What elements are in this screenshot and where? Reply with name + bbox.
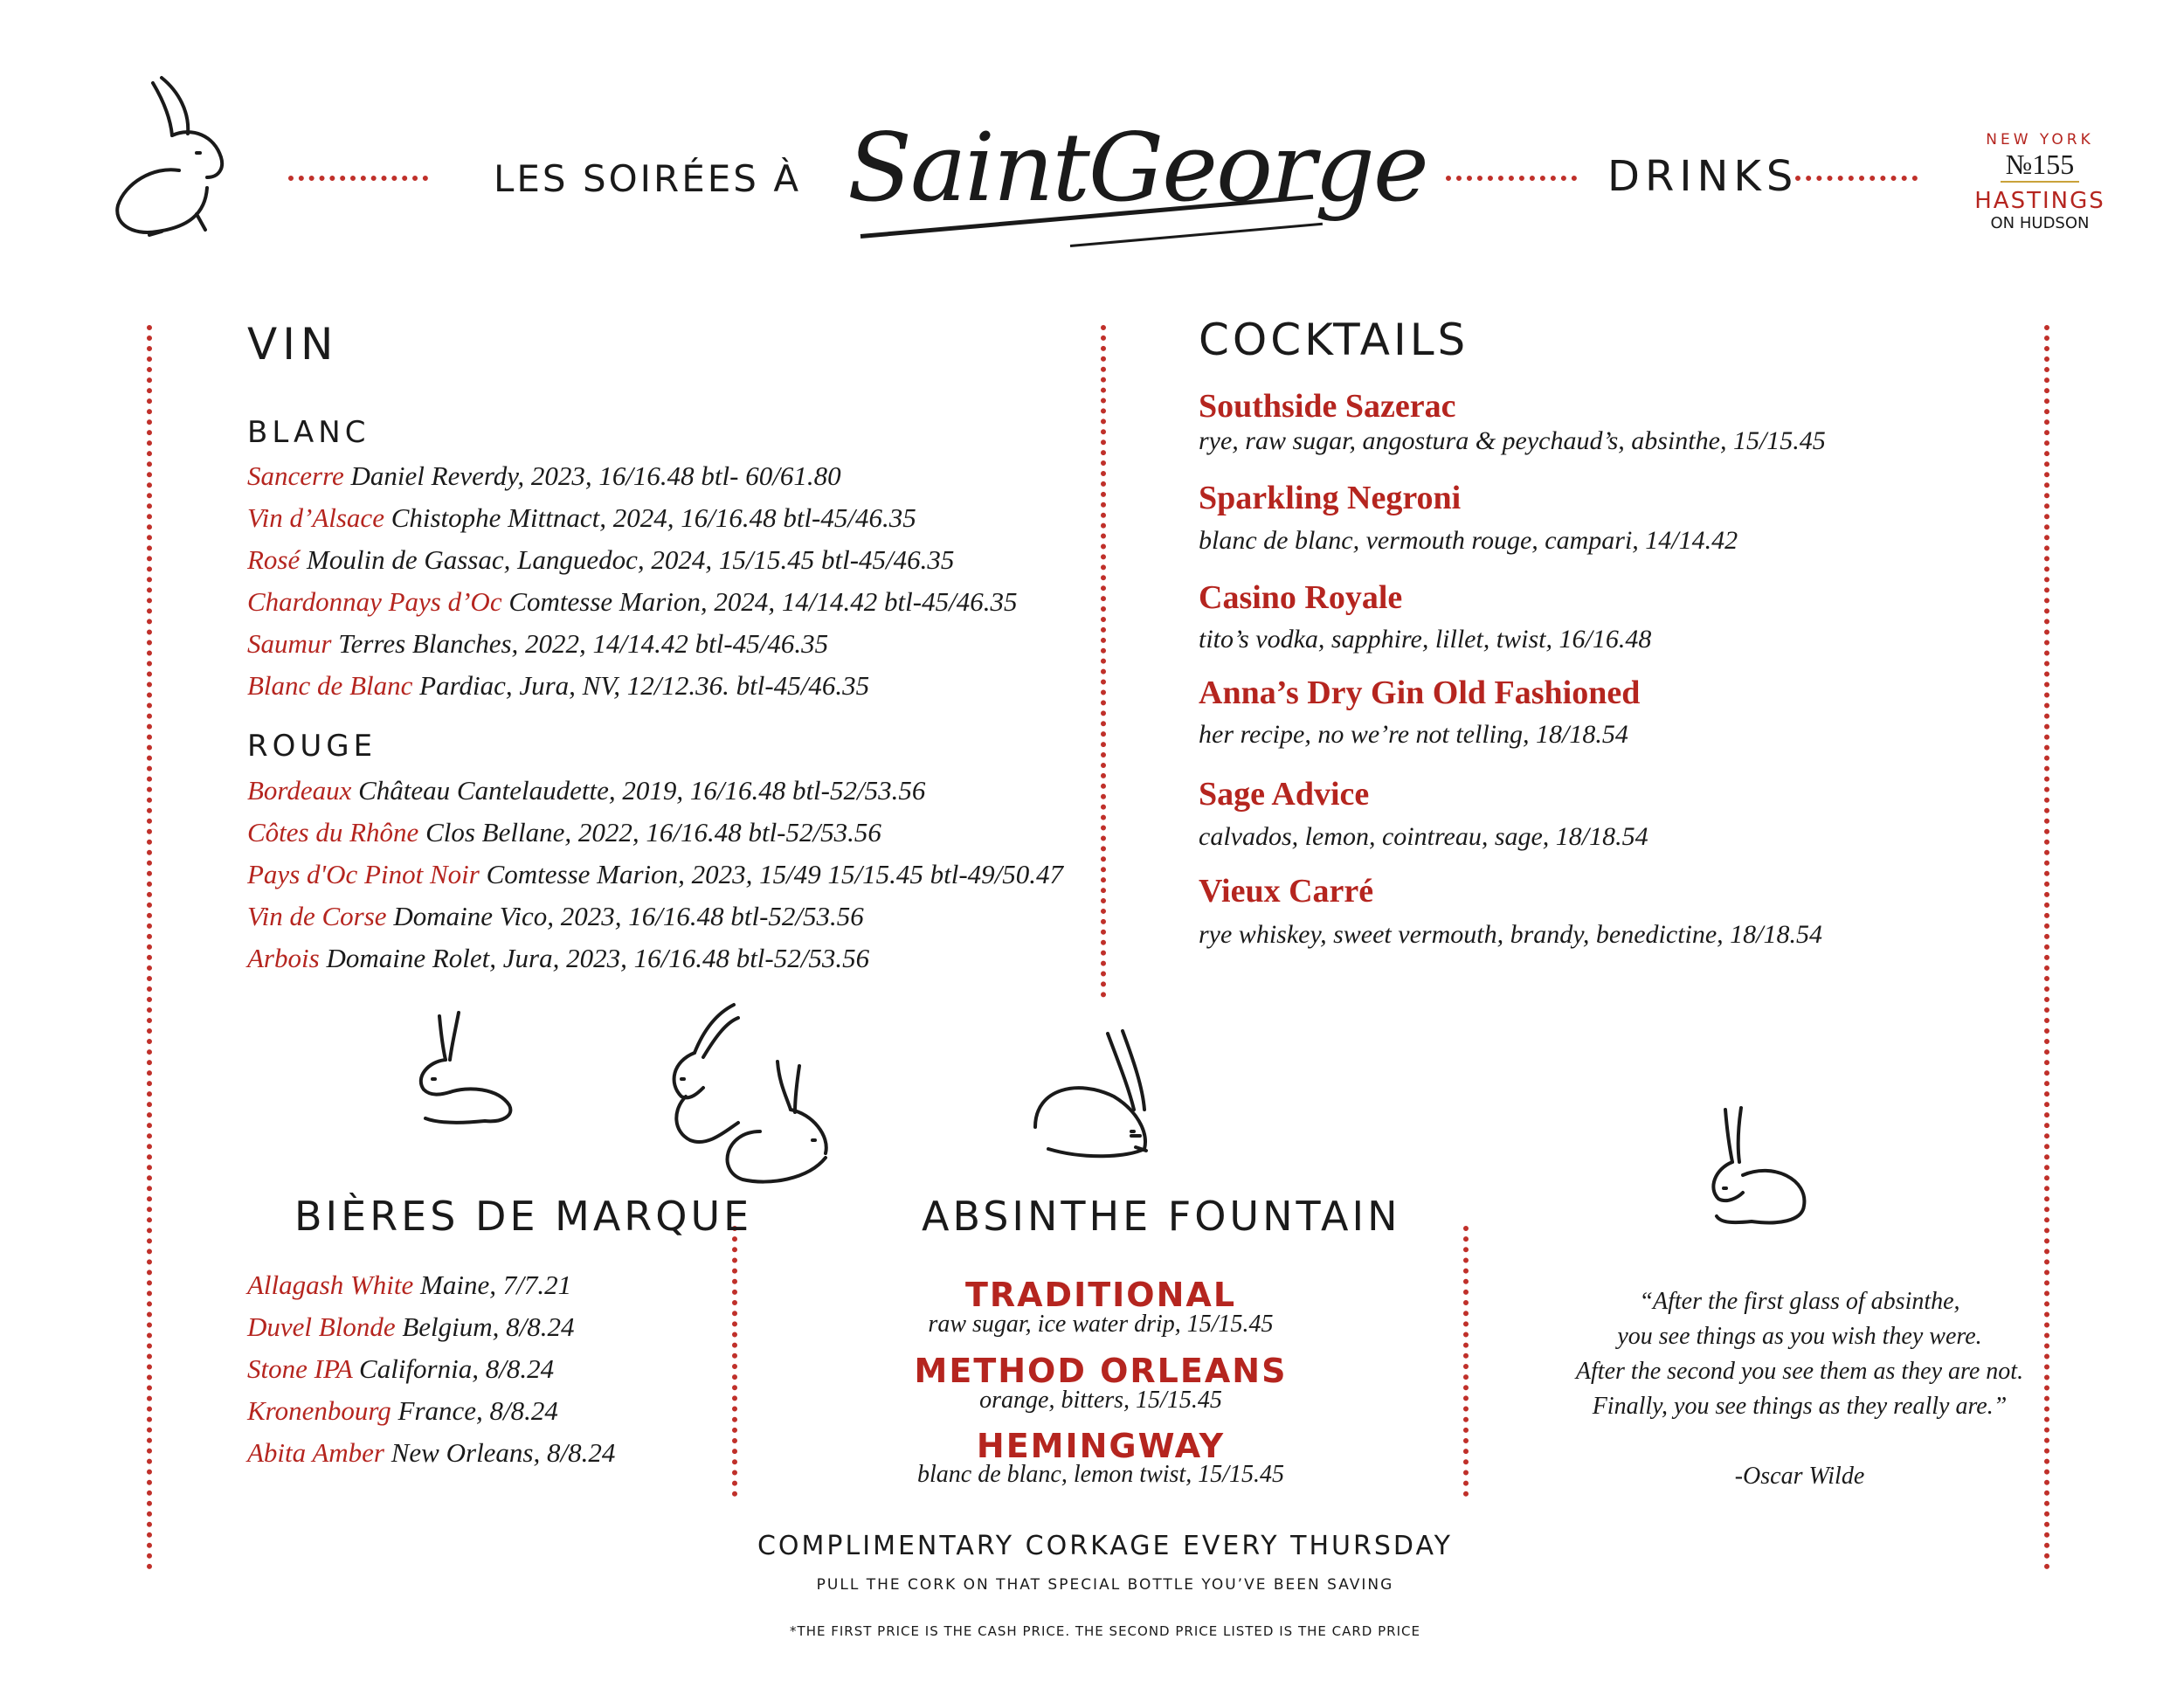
divider-bottom-left — [732, 1226, 743, 1497]
blanc-title: BLANC — [247, 415, 370, 450]
wine-item: Blanc de Blanc Pardiac, Jura, NV, 12/12.36. btl-45/46.35 — [247, 670, 870, 701]
rabbit-illustration-icon — [655, 1000, 856, 1188]
wine-item: Chardonnay Pays d’Oc Comtesse Marion, 2024, 14/14.42 btl-45/46.35 — [247, 586, 1018, 617]
header-divider-right — [1795, 176, 1918, 186]
cocktail-desc: rye whiskey, sweet vermouth, brandy, benedictine, 18/18.54 — [1199, 920, 1823, 949]
cocktails-title: COCKTAILS — [1199, 315, 1469, 365]
badge-top: NEW YORK — [1986, 131, 2094, 149]
absinthe-desc: raw sugar, ice water drip, 15/15.45 — [928, 1311, 1274, 1338]
beer-item: Allagash White Maine, 7/7.21 — [247, 1269, 572, 1300]
absinthe-name: HEMINGWAY — [976, 1427, 1226, 1465]
price-note: *THE FIRST PRICE IS THE CASH PRICE. THE SECOND PRICE LISTED IS THE CARD PRICE — [790, 1623, 1420, 1639]
brand-logo — [834, 96, 1427, 262]
absinthe-desc: blanc de blanc, lemon twist, 15/15.45 — [917, 1461, 1284, 1488]
divider-bottom-right — [1463, 1226, 1474, 1497]
rouge-title: ROUGE — [247, 729, 377, 764]
wine-item: Vin de Corse Domaine Vico, 2023, 16/16.48 btl-52/53.56 — [247, 901, 864, 931]
cocktail-name: Sparkling Negroni — [1199, 480, 1462, 516]
location-badge — [1966, 131, 2114, 232]
cocktail-desc: calvados, lemon, cointreau, sage, 18/18.54 — [1199, 822, 1648, 851]
corkage-headline: COMPLIMENTARY CORKAGE EVERY THURSDAY — [757, 1531, 1453, 1561]
rabbit-illustration-icon — [1699, 1101, 1813, 1232]
rabbit-illustration-icon — [406, 1009, 520, 1127]
absinthe-desc: orange, bitters, 15/15.45 — [979, 1387, 1222, 1414]
wine-item: Pays d'Oc Pinot Noir Comtesse Marion, 2023, 15/49 15/15.45 btl-49/50.47 — [247, 859, 1064, 889]
header-right-label: DRINKS — [1607, 152, 1799, 201]
cocktail-desc: rye, raw sugar, angostura & peychaud’s, absinthe, 15/15.45 — [1199, 426, 1826, 455]
cocktail-desc: her recipe, no we’re not telling, 18/18.54 — [1199, 720, 1628, 749]
oscar-wilde-quote: “After the first glass of absinthe, you see things as you wish they were. After the second you see them as they are not. Finally, you see things as they really are.” -Oscar Wilde — [1520, 1284, 2079, 1494]
wine-item: Arbois Domaine Rolet, Jura, 2023, 16/16.48 btl-52/53.56 — [247, 943, 870, 973]
absinthe-title: ABSINTHE FOUNTAIN — [922, 1193, 1401, 1240]
cocktail-desc: tito’s vodka, sapphire, lillet, twist, 16/16.48 — [1199, 625, 1652, 654]
quote-author: -Oscar Wilde — [1734, 1463, 1865, 1490]
beer-item: Abita Amber New Orleans, 8/8.24 — [247, 1437, 616, 1468]
cocktail-name: Vieux Carré — [1199, 873, 1374, 910]
rabbit-illustration-icon — [109, 74, 232, 240]
beer-item: Stone IPA California, 8/8.24 — [247, 1353, 555, 1384]
cocktail-name: Sage Advice — [1199, 776, 1370, 813]
beer-item: Duvel Blonde Belgium, 8/8.24 — [247, 1311, 575, 1342]
rabbit-illustration-icon — [1031, 1027, 1171, 1162]
badge-city: HASTINGS — [1974, 188, 2105, 214]
header-left-label: LES SOIRÉES À — [494, 157, 802, 200]
bieres-title: BIÈRES DE MARQUE — [294, 1193, 753, 1240]
divider-left-edge — [147, 325, 157, 1570]
cocktail-name: Anna’s Dry Gin Old Fashioned — [1199, 675, 1641, 711]
header-divider-middle — [1446, 176, 1577, 186]
beer-item: Kronenbourg France, 8/8.24 — [247, 1395, 558, 1426]
cocktail-name: Southside Sazerac — [1199, 388, 1456, 425]
divider-center-top — [1101, 325, 1111, 998]
corkage-subline: PULL THE CORK ON THAT SPECIAL BOTTLE YOU’VE BEEN SAVING — [816, 1576, 1394, 1594]
cocktail-name: Casino Royale — [1199, 579, 1403, 616]
absinthe-name: METHOD ORLEANS — [914, 1352, 1288, 1390]
header-divider-left — [288, 176, 428, 186]
wine-item: Saumur Terres Blanches, 2022, 14/14.42 btl-45/46.35 — [247, 628, 829, 659]
badge-sub: ON HUDSON — [1990, 214, 2090, 232]
badge-number: №155 — [2001, 149, 2080, 183]
absinthe-name: TRADITIONAL — [964, 1276, 1237, 1314]
vin-title: VIN — [247, 319, 339, 370]
wine-item: Vin d’Alsace Chistophe Mittnact, 2024, 16/16.48 btl-45/46.35 — [247, 502, 916, 533]
brand-wordmark: SaintGeorge — [847, 114, 1427, 223]
wine-item: Rosé Moulin de Gassac, Languedoc, 2024, 15/15.45 btl-45/46.35 — [247, 544, 955, 575]
wine-item: Bordeaux Château Cantelaudette, 2019, 16/16.48 btl-52/53.56 — [247, 775, 926, 806]
cocktail-desc: blanc de blanc, vermouth rouge, campari, 14/14.42 — [1199, 526, 1738, 555]
wine-item: Côtes du Rhône Clos Bellane, 2022, 16/16.48 btl-52/53.56 — [247, 817, 881, 847]
wine-item: Sancerre Daniel Reverdy, 2023, 16/16.48 btl- 60/61.80 — [247, 460, 841, 491]
